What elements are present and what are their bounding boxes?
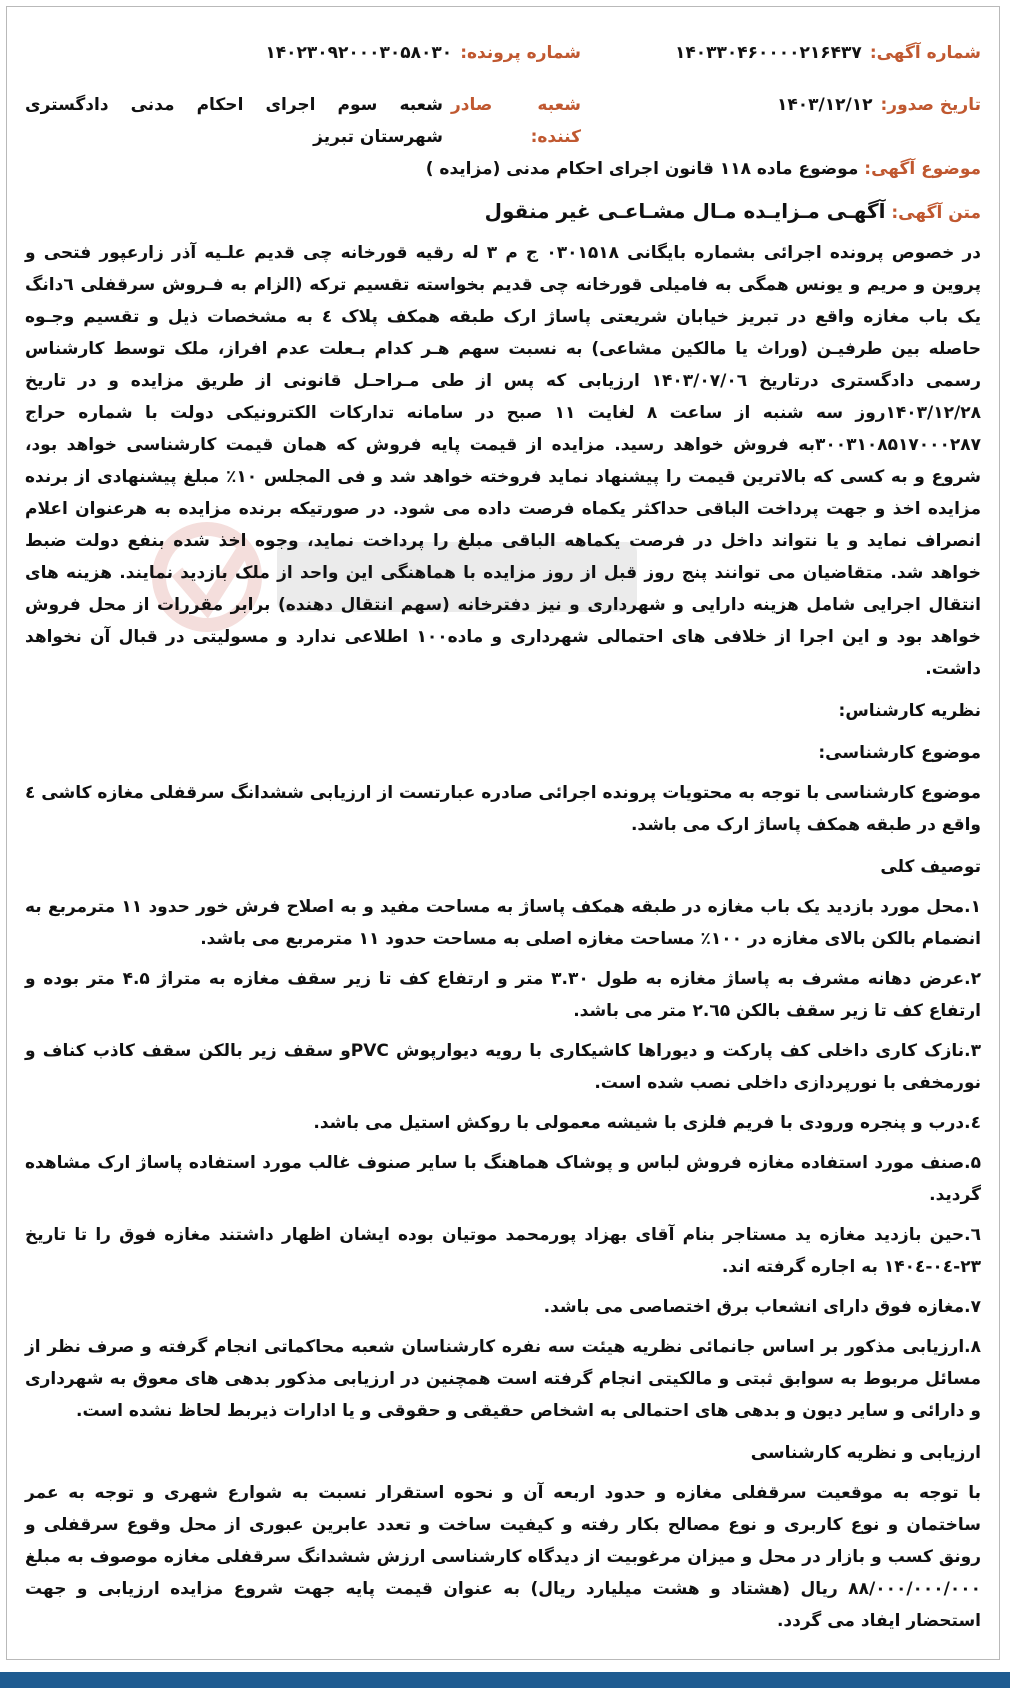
expert-opinion-title: نظریه کارشناس: bbox=[838, 701, 981, 721]
expert-subject-text: موضوع کارشناسی با توجه به محتویات پرونده اجرائی صادره عبارتست از ارزیابی ششدانگ سرقفلی مغازه کاشی ٤ واقع در طبقه همکف پاساژ ارک می باشد. bbox=[25, 783, 981, 835]
notice-content bbox=[25, 37, 981, 1629]
header-row-2 bbox=[25, 89, 981, 147]
general-description-title: توصیف کلی bbox=[880, 857, 981, 877]
subject bbox=[25, 153, 981, 195]
ad-number-label: شماره آگهی: bbox=[869, 43, 981, 63]
description-item: ۱.محل مورد بازدید یک باب مغازه در طبقه همکف پاساژ به مساحت مفید و به اصلاح فرش خور حدود ۱۱ مترمربع به انضمام بالکن بالای مغازه در ۱۰۰٪ مساحت مغازه اصلی به مساحت حدود ۱۱ مترمربع می باشد. bbox=[25, 897, 982, 949]
description-item: ۸.ارزیابی مذکور بر اساس جانمائی نظریه هیئت سه نفره کارشناسان شعبه محاکماتی انجام گرفته و صرف نظر از مسائل مربوط به سوابق ثبتی و مالکیتی انجام گرفته است همچنین در ارزیابی مذکور بدهی های معوق به شهرداری و دارائی و سایر دیون و بدهی های احتمالی به اشخاص حقیقی و حقوقی و یا ادارات ذیربط لحاظ نشده است. bbox=[25, 1337, 981, 1421]
description-item: ۷.مغازه فوق دارای انشعاب برق اختصاصی می باشد. bbox=[543, 1297, 981, 1317]
case-number-value: ۱۴۰۲۳۰۹۲۰۰۰۳۰۵۸۰۳۰ bbox=[265, 43, 453, 63]
description-item: ٤.درب و پنجره ورودی با فریم فلزی با شیشه معمولی با روکش استیل می باشد. bbox=[313, 1113, 981, 1133]
case-number bbox=[25, 37, 621, 69]
body-title-text: آگهـی مـزایـده مـال مشـاعـی غیر منقول bbox=[484, 199, 886, 223]
bottom-bar bbox=[0, 1672, 1010, 1688]
valuation-text: با توجه به موقعیت سرقفلی مغازه و حدود اربعه آن و نحوه استقرار نسبت به شوارع شهری و توجه به عمر ساختمان و نوع کاربری و نوع مصالح بکار رفته و کیفیت ساخت و تعدد عابرین عبوری از محل وقوع سرقفلی و رونق کسب و بازار در محل و میزان مرغوبیت از دیدگاه کارشناسی ارزش ششدانگ سرقفلی مغازه موصوف به مبلغ ۸۸/۰۰۰/۰۰۰/۰۰۰ ریال (هشتاد و هشت میلیارد ریال) به عنوان قیمت پایه جهت شروع مزایده ارزیابی و جهت استحضار ایفاد می گردد. bbox=[25, 1483, 981, 1631]
issuing-branch bbox=[25, 89, 621, 153]
branch-label: شعبه صادر کننده: bbox=[451, 95, 581, 147]
ad-number bbox=[621, 37, 981, 69]
issue-date-label: تاریخ صدور: bbox=[880, 95, 981, 115]
description-item: ۳.نازک کاری داخلی کف پارکت و دیوراها کاشیکاری با رویه دیوارپوش PVCو سقف زیر بالکن سقف کاذب کناف و نورمخفی با نورپردازی داخلی نصب شده است. bbox=[25, 1041, 981, 1093]
ad-number-value: ۱۴۰۳۳۰۴۶۰۰۰۰۲۱۶۴۳۷ bbox=[675, 43, 862, 63]
expert-subject-title: موضوع کارشناسی: bbox=[818, 743, 981, 763]
notice-frame bbox=[6, 6, 1000, 1660]
body-title-label: متن آگهی: bbox=[891, 203, 981, 223]
subject-label: موضوع آگهی: bbox=[864, 159, 981, 179]
issue-date bbox=[621, 89, 981, 121]
valuation-title: ارزیابی و نظریه کارشناسی bbox=[750, 1443, 981, 1463]
description-item: ۵.صنف مورد استفاده مغازه فروش لباس و پوشاک هماهنگ با سایر صنوف غالب مورد استفاده پاساژ ارک مشاهده گردید. bbox=[25, 1153, 981, 1205]
body-title bbox=[25, 195, 981, 237]
subject-text: موضوع ماده ۱۱۸ قانون اجرای احکام مدنی (مزایده ) bbox=[425, 159, 859, 179]
main-paragraph: در خصوص پرونده اجرائی بشماره بایگانی ۰۳۰۱۵۱۸ ج م ۳ له رقیه قورخانه چی قدیم علـیه آذر زارعپور فتحی و پروین و مریم و یونس همگی به فامیلی قورخانه چی قدیم بخواسته تقسیم ترکه (الزام به فـروش سرقفلی ٦دانگ یک باب مغازه واقع در تبریز خیابان شریعتی پاساژ ارک طبقه همکف پلاک ٤ به مشخصات ذیل و تقسیم وجـوه حاصله بین طرفیـن (وراث یا مالکین مشاعی) به نسبت سهم هـر کدام بـعلت عدم افراز، ملک توسط کارشناس رسمی دادگستری درتاریخ ۱۴۰۳/۰۷/۰٦ ارزیابی که پس از طی مـراحـل قانونی از طریق مزایده و در تاریخ ۱۴۰۳/۱۲/۲۸روز سه شنبه از ساعت ۸ لغایت ۱۱ صبح در سامانه تدارکات الکترونیکی دولت با شماره حراج ۳۰۰۳۱۰۸۵۱۷۰۰۰۲۸۷به فروش خواهد رسید. مزایده از قیمت پایه فروش که همان قیمت کارشناسی خواهد بود، شروع و به کسی که بالاترین قیمت را پیشنهاد نماید فروخته خواهد شد و فی المجلس ۱۰٪ مبلغ پیشنهادی از برنده مزایده اخذ و جهت پرداخت الباقی حداکثر یکماه فرصت داده می شود. در صورتیکه برنده مزایده به هرعنوان اعلام انصراف نماید و یا نتواند داخل در فرصت یکماهه الباقی مبلغ را پرداخت نماید، وجوه اخذ شده بنفع دولت ضبط خواهد شد. متقاضیان می توانند پنج روز قبل از روز مزایده با هماهنگی این واحد از ملک بازدید نمایند. هزینه های انتقال اجرایی شامل هزینه دارایی و شهرداری و نیز دفترخانه (سهم انتقال دهنده) برابر مقررات از محل فروش خواهد بود و این اجرا از خلافی های احتمالی شهرداری و ماده۱۰۰ اطلاعی ندارد و مسولیتی در قبال آن نخواهد داشت. bbox=[25, 243, 982, 679]
description-item: ۲.عرض دهانه مشرف به پاساژ مغازه به طول ۳.۳۰ متر و ارتفاع کف تا زیر سقف مغازه به متراژ ۴.۵ متر بوده و ارتفاع کف تا زیر سقف بالکن ۲.٦۵ متر می باشد. bbox=[25, 969, 981, 1021]
header-row-1 bbox=[25, 37, 981, 89]
issue-date-value: ۱۴۰۳/۱۲/۱۲ bbox=[777, 95, 873, 115]
branch-value: شعبه سوم اجرای احکام مدنی دادگستری شهرستان تبریز bbox=[25, 95, 443, 147]
description-item: ٦.حین بازدید مغازه ید مستاجر بنام آقای بهزاد پورمحمد موتیان بوده ایشان اظهار داشتند مغازه فوق را تا تاریخ ۲۳-۰٤-۱۴۰٤ به اجاره گرفته اند. bbox=[25, 1225, 981, 1277]
case-number-label: شماره پرونده: bbox=[460, 43, 581, 63]
